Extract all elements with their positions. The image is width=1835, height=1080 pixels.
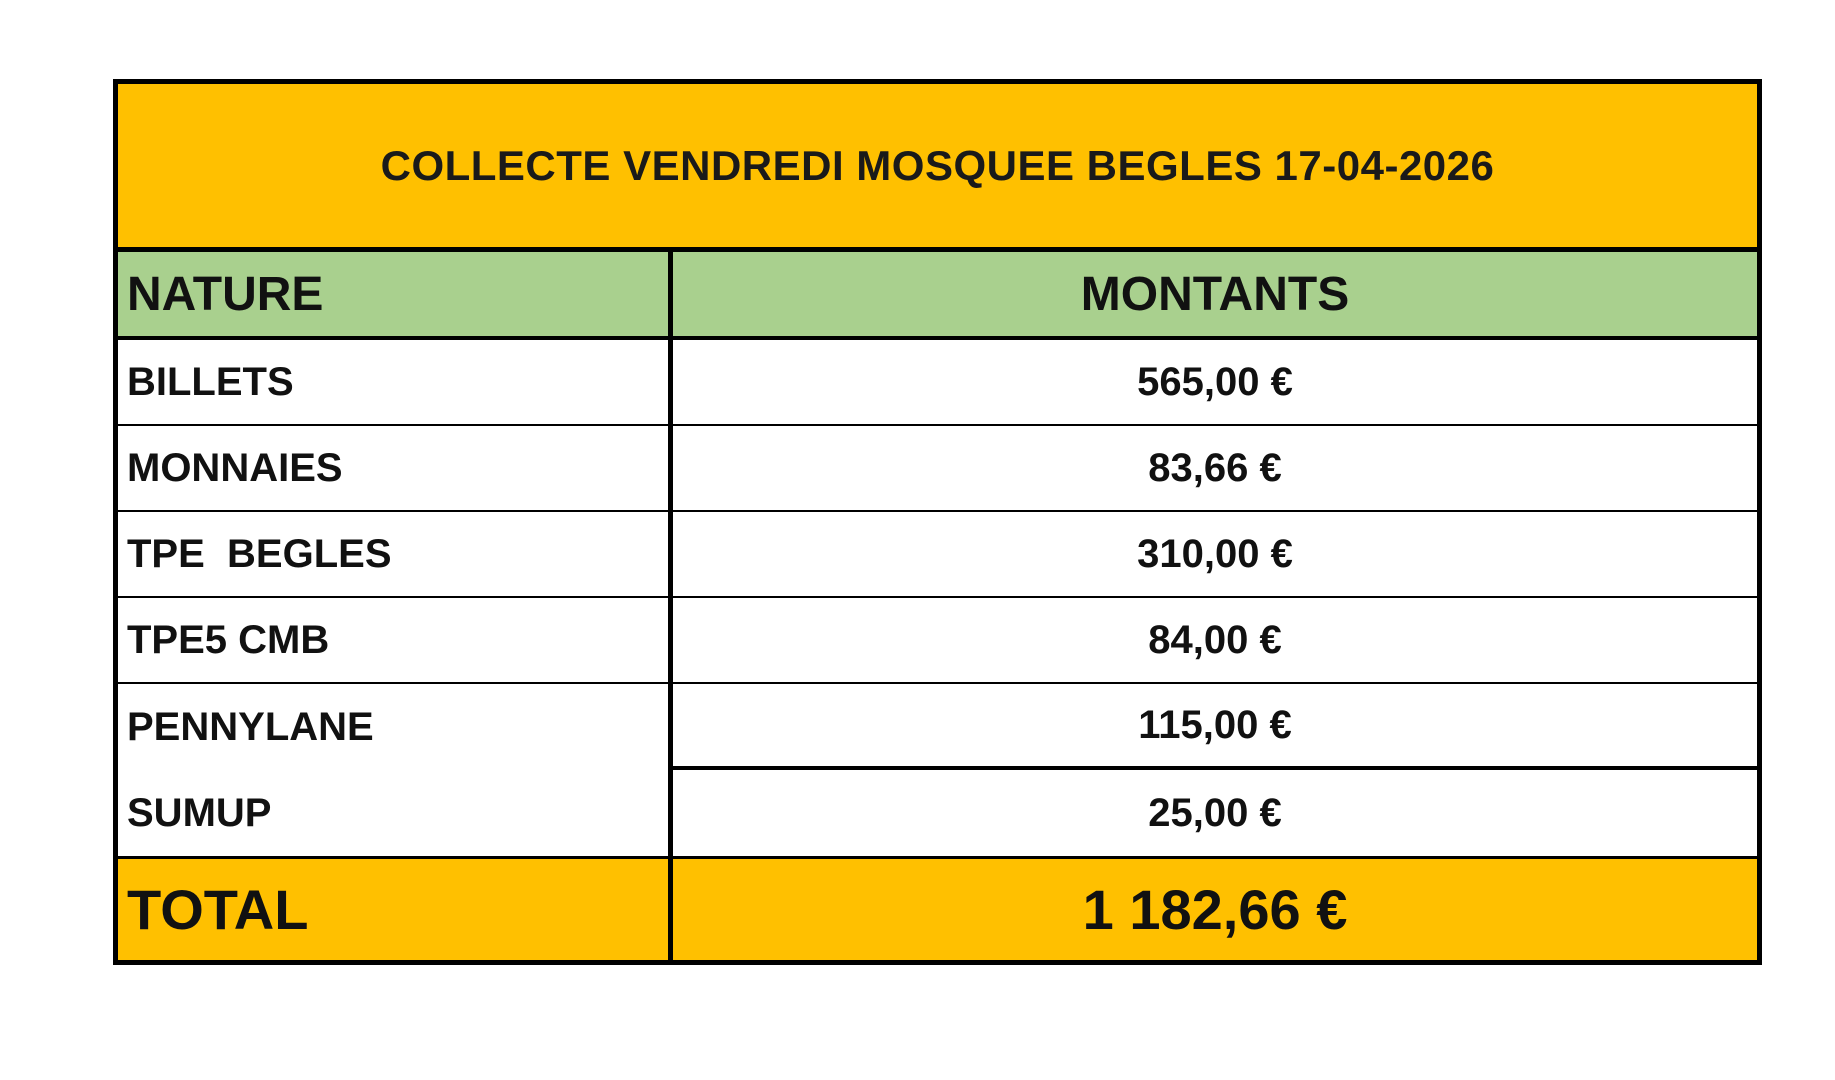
- header-nature: NATURE: [118, 252, 673, 336]
- row-nature: PENNYLANE: [118, 684, 673, 770]
- table-row: [118, 684, 1757, 770]
- row-amount: 115,00 €: [673, 684, 1757, 770]
- row-nature: TPE BEGLES: [118, 512, 673, 596]
- row-nature: SUMUP: [118, 770, 673, 856]
- table-row: [118, 426, 1757, 512]
- table-header-row: [118, 252, 1757, 340]
- table-title-bar: [118, 84, 1757, 252]
- row-amount: 310,00 €: [1137, 531, 1293, 576]
- row-amount: 25,00 €: [1148, 790, 1282, 835]
- row-amount: 565,00 €: [1137, 359, 1293, 404]
- header-amount: MONTANTS: [1080, 267, 1350, 321]
- row-nature: BILLETS: [118, 340, 673, 424]
- collection-table: [113, 79, 1762, 965]
- total-amount: 1 182,66 €: [1082, 878, 1348, 941]
- table-total-row: [118, 856, 1757, 960]
- table-row: [118, 340, 1757, 426]
- table-row: [118, 598, 1757, 684]
- table-row: [118, 512, 1757, 598]
- row-amount: 83,66 €: [1148, 445, 1282, 490]
- row-nature: TPE5 CMB: [118, 598, 673, 682]
- total-label: TOTAL: [118, 859, 673, 960]
- table-title: COLLECTE VENDREDI MOSQUEE BEGLES 17-04-2026: [380, 141, 1495, 189]
- row-nature: MONNAIES: [118, 426, 673, 510]
- row-amount: 84,00 €: [1148, 617, 1282, 662]
- table-row: [118, 770, 1757, 856]
